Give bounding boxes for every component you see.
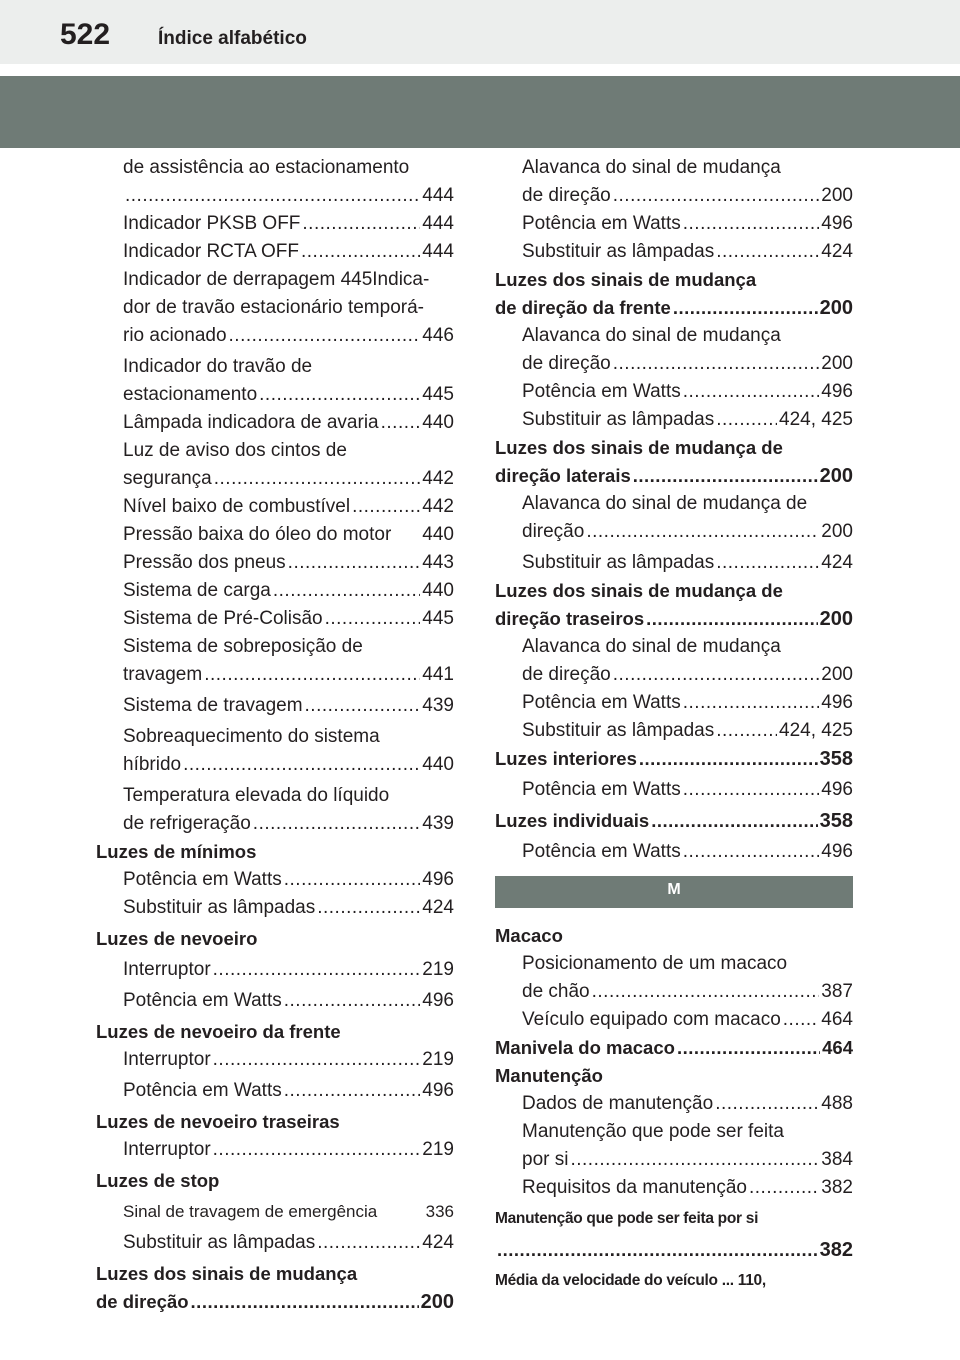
index-entry: Indicador do travão de: [123, 356, 313, 377]
dot-leader: [214, 465, 421, 493]
index-entry: [96, 1229, 454, 1257]
page-reference: 387: [821, 981, 853, 1002]
page-reference: 219: [422, 1139, 454, 1160]
index-entry: [495, 1174, 853, 1202]
page-reference: 488: [821, 1093, 853, 1114]
entry-label: Substituir as lâmpadas: [522, 409, 715, 430]
entry-label: de direção da frente: [495, 297, 671, 318]
dot-leader: [683, 776, 820, 804]
index-entry: [96, 605, 454, 633]
page-reference: 496: [821, 381, 853, 402]
entry-label: híbrido: [123, 754, 182, 775]
page-reference: 440: [422, 524, 454, 545]
dot-leader: [183, 751, 420, 779]
index-entry: dor de travão estacionário temporá-: [123, 297, 424, 318]
index-entry: [96, 238, 454, 266]
dot-leader: [125, 182, 420, 210]
index-entry: Indicador de derrapagem 445Indica-: [123, 269, 430, 290]
index-entry: [96, 549, 454, 577]
entry-label: Sistema de travagem: [123, 695, 303, 716]
dot-leader: [683, 689, 820, 717]
page-reference: 442: [422, 496, 454, 517]
entry-label: Substituir as lâmpadas: [123, 897, 316, 918]
entry-label: Substituir as lâmpadas: [123, 1232, 316, 1253]
index-entry: [495, 350, 853, 378]
index-column-right: [495, 154, 853, 1295]
entry-label: Potência em Watts: [123, 990, 282, 1011]
index-entry: Sistema de sobreposição de: [123, 636, 363, 657]
index-heading: [495, 605, 853, 633]
page-reference: 440: [422, 754, 454, 775]
dot-leader: [273, 577, 420, 605]
index-entry: Alavanca do sinal de mudança: [522, 325, 781, 346]
page-reference: 358: [819, 748, 853, 770]
page-reference: 439: [422, 695, 454, 716]
dot-leader: [325, 605, 421, 633]
page-reference: 358: [819, 810, 853, 832]
index-entry: [96, 1046, 454, 1074]
index-entry: [495, 689, 853, 717]
dot-leader: [716, 549, 819, 577]
page-reference: 219: [422, 1049, 454, 1070]
page-reference: 442: [422, 468, 454, 489]
index-entry: [96, 521, 454, 549]
index-entry: [96, 493, 454, 521]
dot-leader: [673, 294, 818, 322]
page-reference: 446: [422, 325, 454, 346]
index-entry: [96, 409, 454, 437]
index-heading: [495, 1034, 853, 1062]
entry-label: Luzes individuais: [495, 810, 650, 831]
index-entry: [495, 378, 853, 406]
page-reference: 496: [821, 841, 853, 862]
index-entry: [96, 894, 454, 922]
dot-leader: [613, 182, 820, 210]
entry-label: de chão: [522, 981, 590, 1002]
index-heading: Média da velocidade do veículo ... 110,: [495, 1272, 766, 1289]
page-reference: 200: [821, 353, 853, 374]
index-heading: [495, 807, 853, 835]
index-heading: Luzes dos sinais de mudança de: [495, 437, 783, 458]
dot-leader: [288, 549, 421, 577]
index-entry: [96, 661, 454, 689]
entry-label: direção: [522, 521, 585, 542]
index-heading: [495, 745, 853, 773]
dot-leader: [646, 605, 818, 633]
index-entry: [495, 776, 853, 804]
index-entry: Sobreaquecimento do sistema: [123, 726, 380, 747]
page-reference: 200: [819, 465, 853, 487]
page-reference: 496: [821, 692, 853, 713]
dot-leader: [639, 745, 818, 773]
index-entry: [96, 987, 454, 1015]
dot-leader: [317, 1229, 420, 1257]
entry-label: de direção: [522, 664, 611, 685]
dot-leader: [716, 717, 777, 745]
index-entry: [96, 210, 454, 238]
entry-label: Potência em Watts: [522, 692, 681, 713]
dot-leader: [213, 956, 421, 984]
entry-label: Dados de manutenção: [522, 1093, 714, 1114]
entry-label: Sistema de Pré-Colisão: [123, 608, 323, 629]
entry-label: segurança: [123, 468, 212, 489]
index-entry: [96, 1136, 454, 1164]
dot-leader: [677, 1034, 820, 1062]
dot-leader: [213, 1046, 421, 1074]
section-title: Índice alfabético: [158, 28, 307, 49]
index-entry: [96, 692, 454, 720]
dot-leader: [715, 1090, 819, 1118]
entry-label: Potência em Watts: [123, 869, 282, 890]
entry-label: de direção: [522, 185, 611, 206]
index-entry: [96, 956, 454, 984]
page-reference: 200: [821, 521, 853, 542]
entry-label: Requisitos da manutenção: [522, 1177, 747, 1198]
entry-label: Potência em Watts: [522, 841, 681, 862]
page-reference: 424: [422, 897, 454, 918]
entry-label: de direção: [96, 1291, 189, 1312]
index-entry: [495, 978, 853, 1006]
entry-label: Veículo equipado com macaco: [522, 1009, 781, 1030]
page-reference: 464: [822, 1037, 853, 1058]
index-entry: [96, 866, 454, 894]
index-heading: Luzes de stop: [96, 1170, 220, 1191]
entry-label: travagem: [123, 664, 203, 685]
index-entry: [96, 751, 454, 779]
entry-label: Lâmpada indicadora de avaria: [123, 412, 379, 433]
index-heading: Manutenção: [495, 1065, 603, 1086]
dot-leader: [259, 381, 420, 409]
index-entry: [96, 810, 454, 838]
dot-leader: [633, 462, 818, 490]
index-entry: [495, 1146, 853, 1174]
dot-leader: [317, 894, 420, 922]
index-entry: [96, 1198, 454, 1226]
dot-leader: [592, 978, 820, 1006]
index-heading: Luzes de mínimos: [96, 841, 257, 862]
index-entry: [96, 465, 454, 493]
dot-leader: [570, 1146, 819, 1174]
index-heading: [495, 462, 853, 490]
page-reference: 444: [422, 213, 454, 234]
entry-label: Pressão baixa do óleo do motor: [123, 524, 392, 545]
entry-label: Sistema de carga: [123, 580, 271, 601]
page-reference: 200: [819, 297, 853, 319]
index-entry: [96, 381, 454, 409]
index-entry: [495, 1006, 853, 1034]
index-heading: Luzes de nevoeiro: [96, 928, 258, 949]
dot-leader: [305, 692, 421, 720]
entry-label: Manivela do macaco: [495, 1037, 675, 1058]
page-reference: 382: [819, 1239, 853, 1261]
entry-label: Interruptor: [123, 1049, 211, 1070]
entry-label: de direção: [522, 353, 611, 374]
dot-leader: [683, 378, 820, 406]
dot-leader: [716, 406, 777, 434]
dot-leader: [284, 866, 421, 894]
entry-label: Indicador RCTA OFF: [123, 241, 299, 262]
index-entry: [96, 577, 454, 605]
page-reference: 444: [422, 185, 454, 206]
index-entry: Manutenção que pode ser feita: [522, 1121, 784, 1142]
entry-label: Substituir as lâmpadas: [522, 552, 715, 573]
dot-leader: [204, 661, 420, 689]
entry-label: de refrigeração: [123, 813, 251, 834]
entry-label: Interruptor: [123, 1139, 211, 1160]
entry-label: direção traseiros: [495, 608, 645, 629]
page-reference: 219: [422, 959, 454, 980]
index-heading: Macaco: [495, 925, 563, 946]
entry-label: direção laterais: [495, 465, 631, 486]
index-heading: Luzes de nevoeiro da frente: [96, 1021, 341, 1042]
index-entry: [495, 1090, 853, 1118]
page-reference: 496: [422, 990, 454, 1011]
index-heading: Manutenção que pode ser feita por si: [495, 1210, 759, 1227]
entry-label: rio acionado: [123, 325, 227, 346]
index-entry: [495, 717, 853, 745]
page-reference: 424, 425: [779, 409, 853, 430]
dot-leader: [497, 1236, 818, 1264]
page-reference: 443: [422, 552, 454, 573]
index-entry: [96, 1077, 454, 1105]
page-reference: 496: [422, 869, 454, 890]
entry-label: Substituir as lâmpadas: [522, 720, 715, 741]
page-reference: 424: [422, 1232, 454, 1253]
page-reference: 200: [420, 1291, 454, 1313]
page-reference: 200: [821, 664, 853, 685]
dot-leader: [651, 807, 817, 835]
page-reference: 496: [821, 779, 853, 800]
index-entry: [495, 238, 853, 266]
page-reference: 464: [821, 1009, 853, 1030]
page-reference: 424: [821, 552, 853, 573]
dot-leader: [749, 1174, 819, 1202]
dot-leader: [683, 838, 820, 866]
dot-leader: [229, 322, 421, 350]
index-entry: [495, 549, 853, 577]
index-entry: [495, 838, 853, 866]
index-entry: [96, 322, 454, 350]
page-reference: 382: [821, 1177, 853, 1198]
index-entry: Temperatura elevada do líquido: [123, 785, 390, 806]
index-heading: [495, 1236, 853, 1264]
page-reference: 424, 425: [779, 720, 853, 741]
index-entry: [495, 210, 853, 238]
entry-label: Indicador PKSB OFF: [123, 213, 301, 234]
entry-label: por si: [522, 1149, 569, 1170]
page-header: [0, 0, 960, 64]
dot-leader: [381, 409, 421, 437]
dot-leader: [301, 238, 420, 266]
entry-label: Substituir as lâmpadas: [522, 241, 715, 262]
index-heading: Luzes dos sinais de mudança de: [495, 580, 783, 601]
entry-label: Nível baixo de combustível: [123, 496, 351, 517]
dot-leader: [284, 987, 421, 1015]
page-reference: 440: [422, 580, 454, 601]
index-entry: Alavanca do sinal de mudança de: [522, 493, 808, 514]
dot-leader: [783, 1006, 820, 1034]
dot-leader: [213, 1136, 421, 1164]
index-entry: Alavanca do sinal de mudança: [522, 157, 781, 178]
dot-leader: [253, 810, 421, 838]
entry-label: Potência em Watts: [522, 381, 681, 402]
page-reference: 384: [821, 1149, 853, 1170]
dot-leader: [586, 518, 819, 546]
entry-label: Pressão dos pneus: [123, 552, 286, 573]
dot-leader: [191, 1288, 419, 1316]
page-number: 522: [60, 18, 111, 51]
page-reference: 424: [821, 241, 853, 262]
entry-label: Potência em Watts: [522, 213, 681, 234]
index-entry: de assistência ao estacionamento: [123, 157, 410, 178]
page-reference: 441: [422, 664, 454, 685]
index-entry: Posicionamento de um macaco: [522, 953, 788, 974]
index-entry: [495, 518, 853, 546]
index-heading: [96, 1288, 454, 1316]
entry-label: Interruptor: [123, 959, 211, 980]
dot-leader: [683, 210, 820, 238]
index-entry: Alavanca do sinal de mudança: [522, 636, 781, 657]
letter-divider: M: [495, 876, 853, 908]
dot-leader: [716, 238, 819, 266]
index-entry: [495, 406, 853, 434]
index-heading: [495, 294, 853, 322]
entry-label: Sinal de travagem de emergência: [123, 1202, 378, 1221]
page-reference: 440: [422, 412, 454, 433]
page-reference: 200: [821, 185, 853, 206]
page-reference: 496: [821, 213, 853, 234]
index-heading: Luzes dos sinais de mudança: [96, 1263, 358, 1284]
dot-leader: [302, 210, 420, 238]
page-reference: 336: [425, 1202, 454, 1221]
index-heading: Luzes de nevoeiro traseiras: [96, 1111, 340, 1132]
entry-label: estacionamento: [123, 384, 258, 405]
page-reference: 444: [422, 241, 454, 262]
page-reference: 439: [422, 813, 454, 834]
page-reference: 445: [422, 384, 454, 405]
index-entry: [96, 182, 454, 210]
header-banner: [0, 76, 960, 148]
dot-leader: [352, 493, 420, 521]
index-entry: [495, 661, 853, 689]
index-column-left: [96, 154, 454, 1316]
index-heading: Luzes dos sinais de mudança: [495, 269, 757, 290]
page-reference: 200: [819, 608, 853, 630]
page-reference: 496: [422, 1080, 454, 1101]
dot-leader: [613, 661, 820, 689]
page-reference: 445: [422, 608, 454, 629]
entry-label: Potência em Watts: [522, 779, 681, 800]
entry-label: Potência em Watts: [123, 1080, 282, 1101]
index-entry: [495, 182, 853, 210]
entry-label: Luzes interiores: [495, 748, 637, 769]
dot-leader: [284, 1077, 421, 1105]
dot-leader: [613, 350, 820, 378]
index-entry: Luz de aviso dos cintos de: [123, 440, 347, 461]
